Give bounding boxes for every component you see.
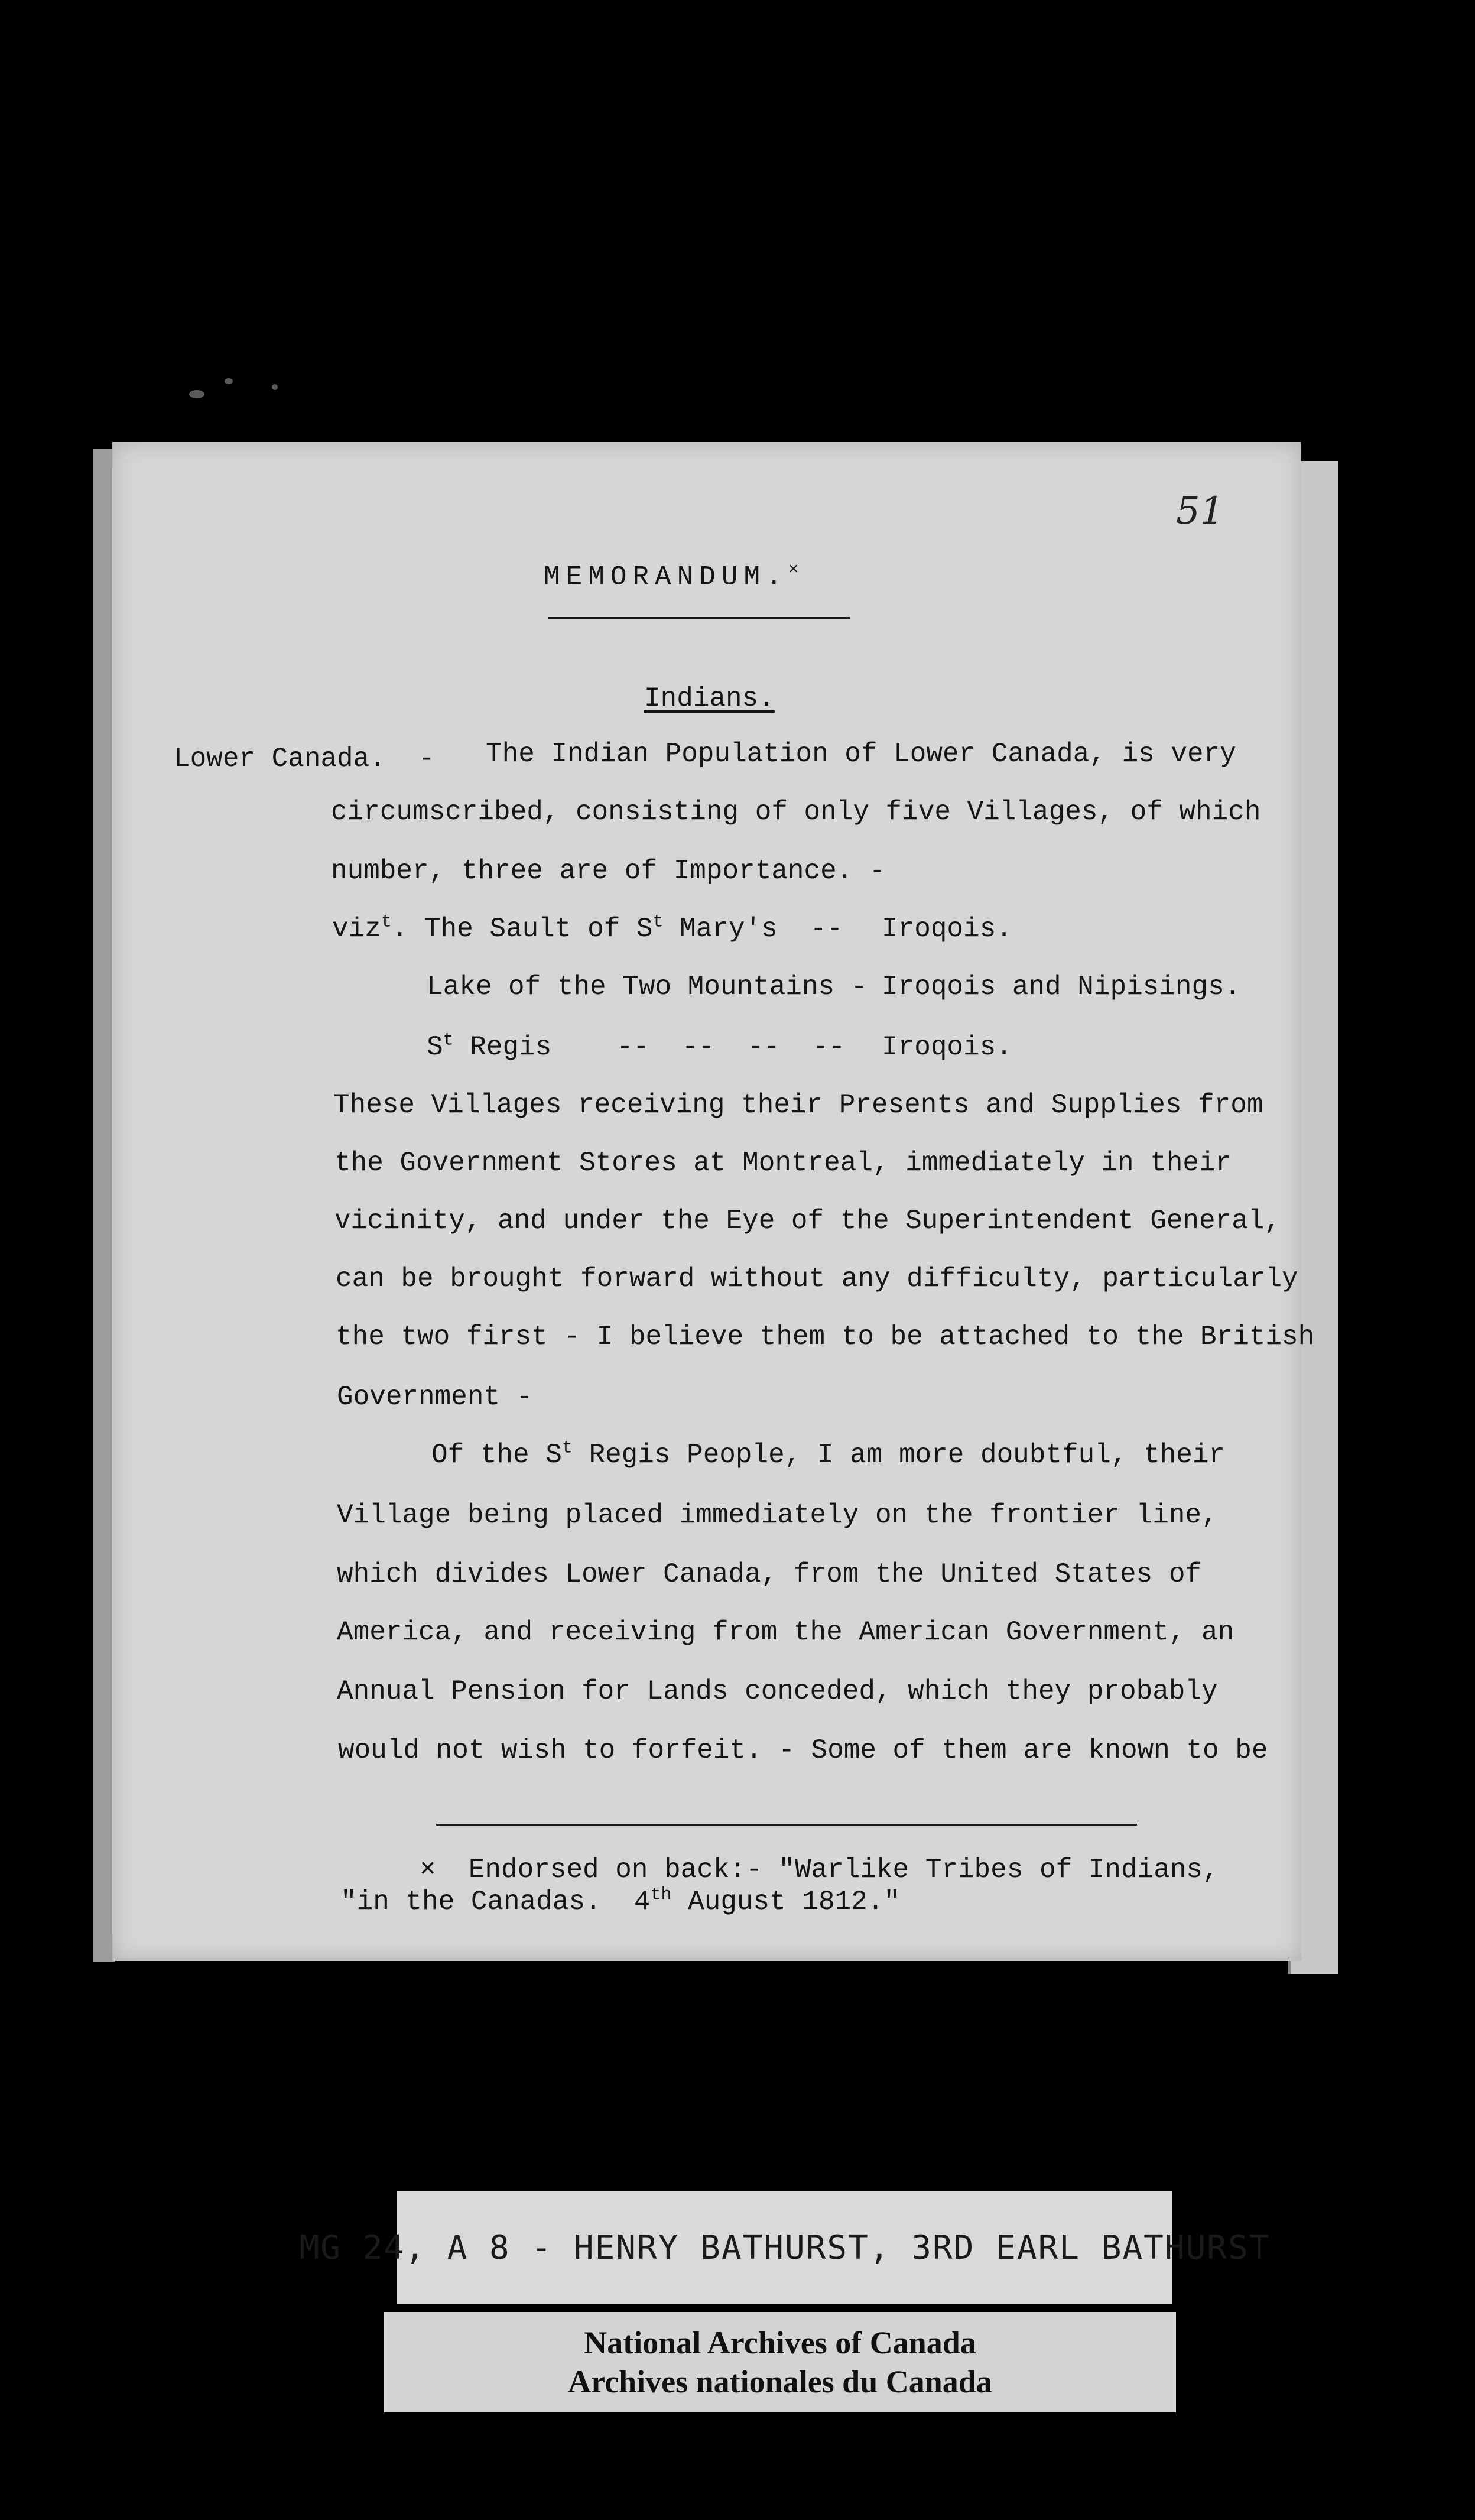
paragraph-start bbox=[431, 1438, 1225, 1472]
text-line: The Indian Population of Lower Canada, is very bbox=[486, 739, 1236, 769]
archive-name-en: National Archives of Canada bbox=[584, 2325, 976, 2360]
village-name: Lake of the Two Mountains - bbox=[427, 972, 868, 1002]
village-row bbox=[427, 1031, 845, 1064]
scan-speck bbox=[189, 390, 204, 398]
superscript: t bbox=[561, 1438, 573, 1459]
village-name-end: Regis -- -- -- -- bbox=[453, 1032, 846, 1063]
village-name-end: Mary's -- bbox=[663, 914, 843, 944]
text-line: Village being placed immediately on the frontier line, bbox=[337, 1500, 1218, 1531]
text-line: number, three are of Importance. - bbox=[331, 856, 886, 886]
title-underline bbox=[548, 617, 850, 619]
margin-label: Lower Canada. - bbox=[174, 743, 435, 774]
text-segment: "in the Canadas. 4 bbox=[340, 1886, 651, 1917]
text-line: which divides Lower Canada, from the United States of bbox=[337, 1559, 1202, 1590]
scan-speck bbox=[272, 384, 278, 390]
memo-title bbox=[544, 560, 799, 592]
section-heading: Indians. bbox=[644, 683, 775, 714]
memorandum-page bbox=[112, 442, 1315, 1961]
page-number: 51 bbox=[1176, 489, 1224, 533]
memo-title-text: MEMORANDUM. bbox=[544, 561, 788, 593]
text-line: the Government Stores at Montreal, immediately in their bbox=[334, 1148, 1232, 1178]
collection-reference-text: MG 24, A 8 - HENRY BATHURST, 3RD EARL BATHURST bbox=[299, 2228, 1271, 2267]
text-segment: August 1812." bbox=[671, 1886, 900, 1917]
footnote-line: × Endorsed on back:- "Warlike Tribes of Indians, bbox=[420, 1855, 1219, 1885]
village-row bbox=[332, 912, 843, 946]
village-tribe: Iroqois and Nipisings. bbox=[882, 972, 1241, 1002]
superscript: th bbox=[650, 1885, 672, 1905]
page-binding-edge bbox=[93, 449, 115, 1962]
text-line: These Villages receiving their Presents and Supplies from bbox=[333, 1090, 1263, 1121]
title-footnote-mark: × bbox=[788, 560, 799, 580]
archive-name-fr: Archives nationales du Canada bbox=[568, 2364, 992, 2399]
text-line: would not wish to forfeit. - Some of them are known to be bbox=[338, 1735, 1268, 1766]
footnote-rule bbox=[436, 1824, 1137, 1826]
text-line: can be brought forward without any difficulty, particularly bbox=[336, 1264, 1298, 1294]
footnote-line bbox=[340, 1885, 900, 1918]
archive-credit bbox=[384, 2312, 1176, 2412]
superscript: t bbox=[652, 912, 664, 933]
text-line: Government - bbox=[337, 1382, 533, 1412]
text-segment: Regis People, I am more doubtful, their bbox=[572, 1440, 1226, 1470]
superscript: t bbox=[381, 912, 392, 933]
text-line: the two first - I believe them to be attached to the British bbox=[336, 1321, 1315, 1352]
superscript: t bbox=[443, 1030, 454, 1051]
text-segment: Of the S bbox=[431, 1440, 562, 1470]
scan-speck bbox=[225, 378, 233, 384]
village-tribe: Iroqois. bbox=[882, 1032, 1012, 1063]
village-name: S bbox=[427, 1032, 443, 1063]
text-line: America, and receiving from the American Government, an bbox=[337, 1617, 1234, 1648]
viz-abbrev: viz bbox=[332, 914, 381, 944]
text-line: circumscribed, consisting of only five Villages, of which bbox=[331, 797, 1261, 827]
text-line: vicinity, and under the Eye of the Superintendent General, bbox=[334, 1206, 1281, 1236]
text-line: Annual Pension for Lands conceded, which they probably bbox=[337, 1676, 1218, 1707]
village-name: . The Sault of S bbox=[391, 914, 653, 944]
collection-reference-label bbox=[299, 2191, 1271, 2304]
village-tribe: Iroqois. bbox=[882, 914, 1012, 944]
